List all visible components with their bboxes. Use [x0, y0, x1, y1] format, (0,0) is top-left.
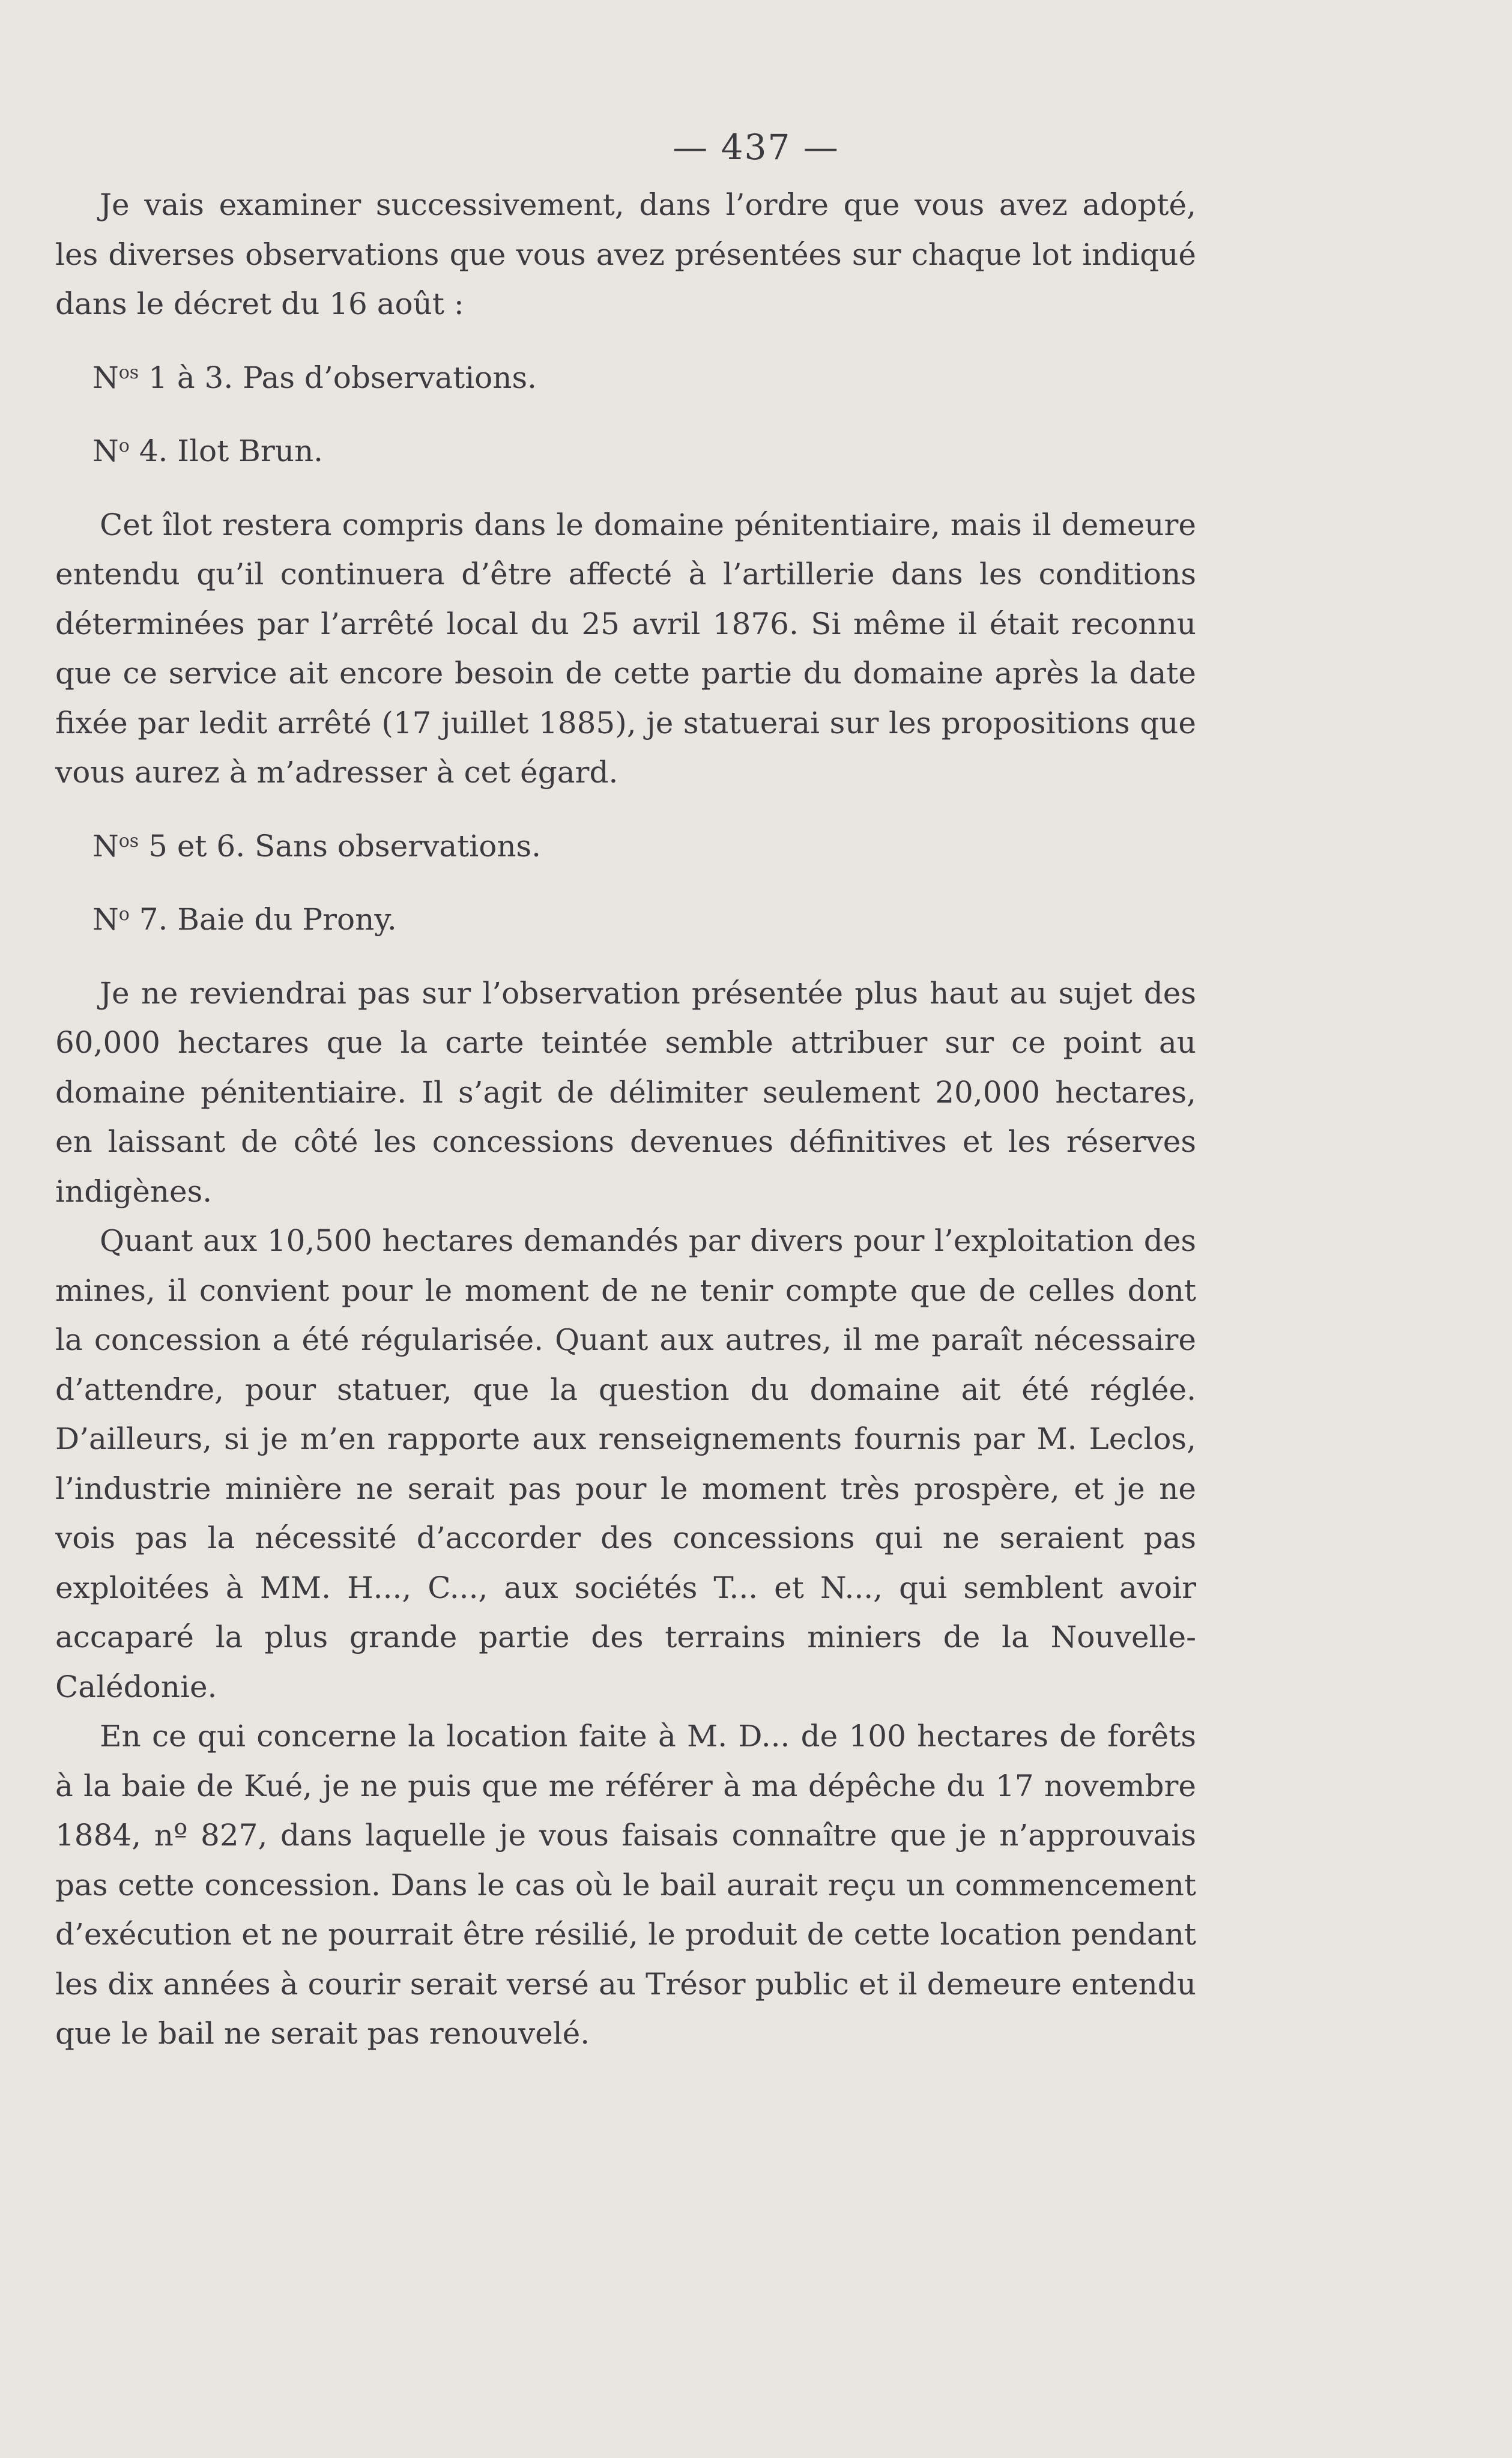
item-heading-7 — [55, 895, 1196, 945]
item-prefix: N — [92, 360, 119, 395]
body-text — [55, 180, 1196, 2059]
paragraph-prony-location: En ce qui concerne la location faite à M. D... de 100 hectares de forêts à la baie de Kué, je ne puis que me référer à ma dépêche du 17 novembre 1884, nº 827, dans laquelle je vous faisais connaître que je n’approuvais pas cette concession. Dans le cas où le bail aurait reçu un commencement d’exécution et ne pourrait être résilié, le produit de cette location pendant les dix années à courir serait versé au Trésor public et il demeure entendu que le bail ne serait pas renouvelé. — [55, 1719, 1196, 2051]
intro-paragraph: Je vais examiner successivement, dans l’ordre que vous avez adopté, les diverses observations que vous avez présentées sur chaque lot indiqué dans le décret du 16 août : — [55, 187, 1196, 321]
item-superscript: os — [118, 830, 139, 852]
item-superscript: o — [118, 435, 130, 456]
item-heading-text: 1 à 3. Pas d’observations. — [139, 360, 537, 395]
item-heading-text: 7. Baie du Prony. — [129, 902, 397, 937]
item-heading-text: 4. Ilot Brun. — [129, 434, 324, 468]
item-superscript: os — [118, 362, 139, 383]
item-heading-5-6 — [55, 822, 1196, 871]
paragraph-ilot-brun: Cet îlot restera compris dans le domaine pénitentiaire, mais il demeure entendu qu’il continuera d’être affecté à l’artillerie dans les conditions déterminées par l’arrêté local du 25 avril 1876. Si même il était reconnu que ce service ait encore besoin de cette partie du domaine après la date fixée par ledit arrêté (17 juillet 1885), je statuerai sur les propositions que vous aurez à m’adresser à cet égard. — [55, 507, 1196, 790]
item-prefix: N — [92, 434, 119, 468]
paragraph-prony-mines: Quant aux 10,500 hectares demandés par divers pour l’exploitation des mines, il convient pour le moment de ne tenir compte que de celles dont la concession a été régularisée. Quant aux autres, il me paraît nécessaire d’attendre, pour statuer, que la question du domaine ait été réglée. D’ailleurs, si je m’en rapporte aux renseignements fournis par M. Leclos, l’industrie minière ne serait pas pour le moment très prospère, et je ne vois pas la nécessité d’accorder des concessions qui ne seraient pas exploitées à MM. H..., C..., aux sociétés T... et N..., qui semblent avoir accaparé la plus grande partie des terrains miniers de la Nouvelle-Calédonie. — [55, 1223, 1196, 1704]
item-heading-1-3 — [55, 353, 1196, 403]
page-number: — 437 — — [673, 127, 839, 168]
item-superscript: o — [118, 904, 130, 925]
item-prefix: N — [92, 828, 119, 864]
item-heading-4 — [55, 426, 1196, 476]
paragraph-prony-hectares: Je ne reviendrai pas sur l’observation présentée plus haut au sujet des 60,000 hectares que la carte teintée semble attribuer sur ce point au domaine pénitentiaire. Il s’agit de délimiter seulement 20,000 hectares, en laissant de côté les concessions devenues définitives et les réserves indigènes. — [55, 975, 1196, 1209]
item-heading-text: 5 et 6. Sans observations. — [139, 828, 542, 864]
item-prefix: N — [92, 902, 119, 937]
